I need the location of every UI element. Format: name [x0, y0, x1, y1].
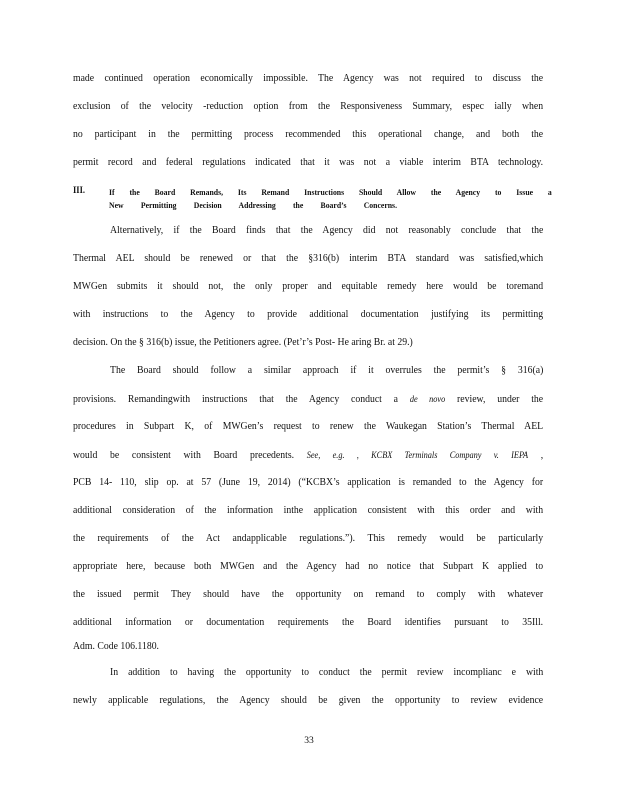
text-span: would be consistent with Board precedents.	[73, 450, 295, 461]
section-heading-line: If the Board Remands, Its Remand Instructions Should Allow the Agency to Issue a	[109, 187, 552, 197]
text-span: provisions. Remandingwith instructions that the Agency conduct a	[73, 394, 399, 405]
text-line: no participant in the permitting process recommended this operational change, and both the	[73, 129, 544, 140]
text-line: the requirements of the Act andapplicable regulations.”). This remedy would be particularly	[73, 533, 544, 544]
text-line: Adm. Code 106.1180.	[73, 641, 160, 652]
text-line: In addition to having the opportunity to conduct the permit review incomplianc e with	[110, 667, 544, 678]
text-line: made continued operation economically impossible. The Agency was not required to discuss the	[73, 73, 544, 84]
text-line: Thermal AEL should be renewed or that the §316(b) interim BTA standard was satisfied,which	[73, 253, 544, 264]
text-line: the issued permit They should have the opportunity on remand to comply with whatever	[73, 589, 544, 600]
page-number: 33	[304, 735, 314, 746]
italic-term: de novo	[409, 394, 446, 404]
text-line: decision. On the § 316(b) issue, the Petitioners agree. (Pet’r’s Post- He aring Br. at 29.)	[73, 337, 413, 348]
text-line: additional consideration of the information inthe application consistent with this order and with	[73, 505, 544, 516]
text-span: review, under the	[457, 394, 544, 405]
text-line: procedures in Subpart K, of MWGen’s request to renew the Waukegan Station’s Thermal AEL	[73, 421, 544, 432]
text-line	[73, 448, 543, 463]
section-heading-line: New Permitting Decision Addressing the Board’s Concerns.	[109, 200, 397, 210]
text-line: permit record and federal regulations indicated that it was not a viable interim BTA technology.	[73, 157, 544, 168]
case-citation: See, e.g. , KCBX Terminals Company v. IEPA	[306, 450, 529, 460]
text-line: appropriate here, because both MWGen and the Agency had no notice that Subpart K applied to	[73, 561, 544, 572]
text-span: ,	[540, 450, 544, 461]
text-line: exclusion of the velocity -reduction option from the Responsiveness Summary, espec ially when	[73, 101, 544, 112]
text-line: The Board should follow a similar approach if it overrules the permit’s § 316(a)	[110, 365, 544, 376]
text-line: PCB 14- 110, slip op. at 57 (June 19, 2014) (“KCBX’s application is remanded to the Agency for	[73, 477, 544, 488]
section-number: III.	[73, 186, 85, 196]
text-line: MWGen submits it should not, the only proper and equitable remedy here would be toremand	[73, 281, 544, 292]
text-line: newly applicable regulations, the Agency should be given the opportunity to review evidence	[73, 695, 544, 706]
text-line	[73, 392, 543, 407]
text-line: Alternatively, if the Board finds that the Agency did not reasonably conclude that the	[110, 225, 544, 236]
text-line: with instructions to the Agency to provide additional documentation justifying its permitting	[73, 309, 544, 320]
text-line: additional information or documentation requirements the Board identifies pursuant to 35Ill.	[73, 617, 544, 628]
